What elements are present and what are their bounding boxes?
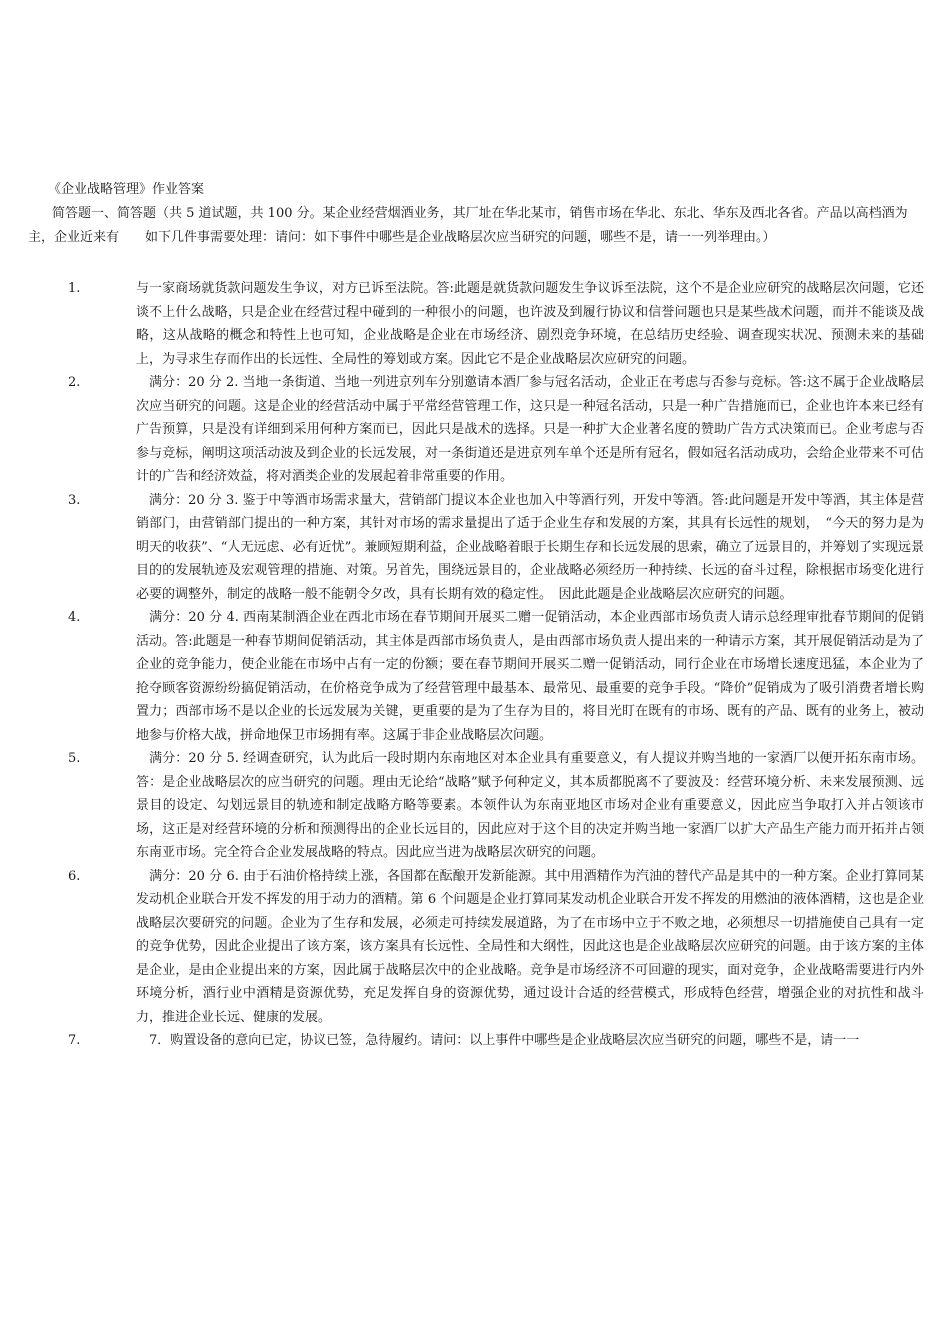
item-text: 满分：20 分 5. 经调查研究，认为此后一段时期内东南地区对本企业具有重要意义，有人提议并购当地的一家酒厂以便开拓东南市场。答：是企业战略层次的应当研究的问题。理由无论给“战略”赋予何种定义，其本质都脱离不了要波及：经营环境分析、未来发展预测、远景目的设定、勾划远景目的轨迹和制定战略方略等要素。本领件认为东南亚地区市场对企业有重要意义，因此应当争取打入并占领该市场，这正是对经营环境的分析和预测得出的企业长远目的，因此应对于这个目的决定并购当地一家酒厂以扩大产品生产能力而开拓并占领东南亚市场。完全符合企业发展战略的特点。因此应当进为战略层次研究的问题。 <box>136 751 924 860</box>
list-item <box>0 277 950 371</box>
item-number: 4. <box>68 610 81 625</box>
item-text: 7．购置设备的意向已定，协议已签，急待履约。请问：以上事件中哪些是企业战略层次应当研究的问题，哪些不是，请一一 <box>136 1033 860 1048</box>
list-item <box>0 747 950 865</box>
item-number: 3. <box>68 492 81 508</box>
list-item <box>0 1029 950 1053</box>
item-text: 与一家商场就货款问题发生争议，对方已诉至法院。答:此题是就货款问题发生争议诉至法院，这个不是企业应研究的战略层次问题，它还谈不上什么战略，只是企业在经营过程中碰到的一种很小的问题，也许波及到履行协议和信誉问题也只是某些战术问题，而并不能谈及战略，这从战略的概念和特性上也可知，企业战略是企业在市场经济、剧烈竞争环境，在总结历史经验、调查现实状况、预测未来的基础上，为寻求生存而作出的长远性、全局性的筹划或方案。因此它不是企业战略层次应研究的问题。 <box>136 281 924 367</box>
item-text: 满分：20 分 3. 鉴于中等酒市场需求量大，营销部门提议本企业也加入中等酒行列，开发中等酒。答:此问题是开发中等酒，其主体是营销部门，由营销部门提出的一种方案，其针对市场的需求量提出了适于企业生存和发展的方案，其具有长远性的规划， “今天的努力是为明天的收获”、“人无远虑、必有近忧”。兼顾短期利益，企业战略着眼于长期生存和长远发展的思索，确立了远景目的，并筹划了实现远景目的的发展轨迹及宏观管理的措施、对策。另首先，围绕远景目的，企业战略必须经历一种持续、长远的奋斗过程，除根据市场变化进行必要的调整外，制定的战略一般不能朝令夕改，具有长期有效的稳定性。 因此此题是企业战略层次应研究的问题。 <box>136 492 924 602</box>
list-item <box>0 606 950 747</box>
item-number: 1. <box>68 281 81 296</box>
item-number: 5. <box>68 751 81 766</box>
item-number: 2. <box>68 375 81 390</box>
item-number: 7. <box>68 1033 81 1048</box>
list-item <box>0 865 950 1030</box>
document-title: 《企业战略管理》作业答案 <box>48 182 205 197</box>
intro-paragraph: 简答题一、简答题（共 5 道试题，共 100 分。某企业经营烟酒业务，其厂址在华北某市，销售市场在华北、东北、华东及西北各省。产品以高档酒为主，企业近来有 如下几件事需要处理：请问：如下事件中哪些是企业战略层次应当研究的问题，哪些不是，请一一列举理由。） <box>28 206 908 245</box>
item-number: 6. <box>68 868 81 884</box>
item-text: 满分：20 分 2. 当地一条街道、当地一列进京列车分别邀请本酒厂参与冠名活动，企业正在考虑与否参与竞标。答:这不属于企业战略层次应当研究的问题。这是企业的经营活动中属于平常经营管理工作，这只是一种冠名活动，只是一种广告措施而已，企业也许本来已经有广告预算，只是没有详细到采用何种方案而已，因此只是战术的选择。只是一种扩大企业著名度的赞助广告方式决策而已。企业考虑与否参与竞标，阐明这项活动波及到企业的长远发展，对一条街道还是进京列车单个还是所有冠名，假如冠名活动成功，会给企业带来不可估计的广告和经济效益，将对酒类企业的发展起着非常重要的作用。 <box>136 375 924 484</box>
item-text: 满分：20 分 6. 由于石油价格持续上涨，各国都在酝酿开发新能源。其中用酒精作为汽油的替代产品是其中的一种方案。企业打算同某发动机企业联合开发不挥发的用于动力的酒精。第 6 个问题是企业打算同某发动机企业联合开发不挥发的用燃油的液体酒精，这也是企业战略层次要研究的问题。企业为了生存和发展，必须走可持续发展道路，为了在市场中立于不败之地，必须想尽一切措施使自己具有一定的竞争优势，因此企业提出了该方案，该方案具有长远性、全局性和大纲性，因此这也是企业战略层次应研究的问题。由于该方案的主体是企业，是由企业提出来的方案，因此属于战略层次中的企业战略。竞争是市场经济不可回避的现实，面对竞争，企业战略需要进行内外环境分析，酒行业中酒精是资源优势，充足发挥自身的资源优势，通过设计合适的经营模式，形成特色经营，增强企业的对抗性和战斗力，推进企业长远、健康的发展。 <box>136 868 924 1025</box>
list-item <box>0 371 950 489</box>
list-item <box>0 489 950 607</box>
answer-list <box>0 277 950 1053</box>
item-text: 满分：20 分 4. 西南某制酒企业在西北市场在春节期间开展买二赠一促销活动，本企业西部市场负责人请示总经理审批春节期间的促销活动。答:此题是一种春节期间促销活动，其主体是西部市场负责人，是由西部市场负责人提出来的一种请示方案，其开展促销活动是为了企业的竞争能力，使企业能在市场中占有一定的份额；要在春节期间开展买二赠一促销活动，同行企业在市场增长速度迅猛，本企业为了抢夺顾客资源纷纷搞促销活动，在价格竞争成为了经营管理中最基本、最常见、最重要的竞争手段。“降价”促销成为了吸引消费者增长购置力；西部市场不是以企业的长远发展为关键，更重要的是为了生存为目的，将目光盯在既有的市场、既有的产品、既有的业务上，被动地参与价格大战，拼命地保卫市场拥有率。这属于非企业战略层次问题。 <box>136 610 924 743</box>
